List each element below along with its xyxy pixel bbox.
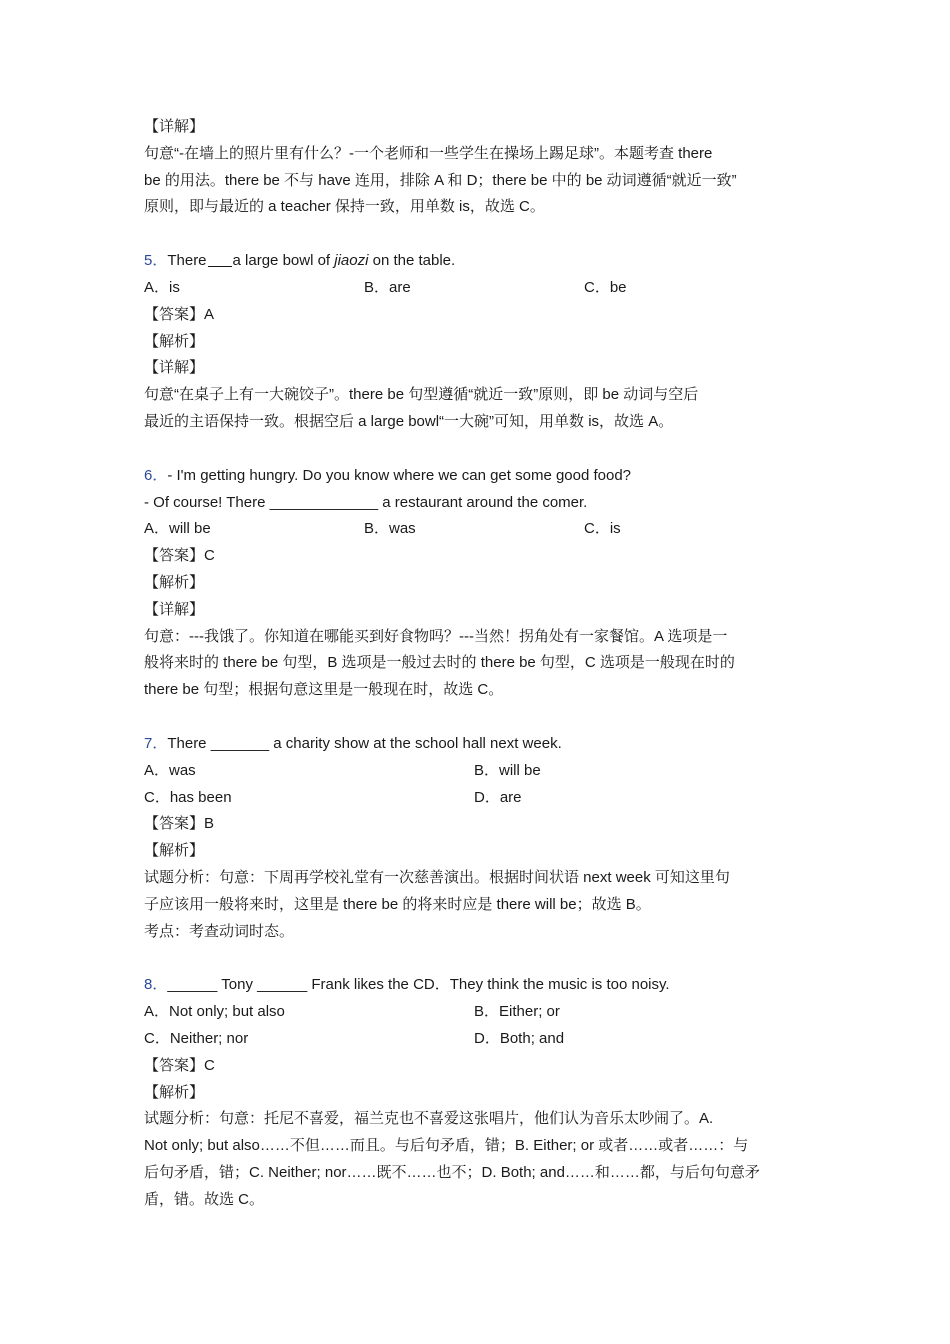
q8-detail-line: 盾，错。故选 C。 (144, 1190, 265, 1208)
q5-options (144, 275, 804, 302)
q7-detail-line: 子应该用一般将来时，这里是 there be 的将来时应是 there will be；故选 B。 (144, 895, 651, 913)
q5-detail-line: 最近的主语保持一致。根据空后 a large bowl“一大碗”可知，用单数 is，故选 A。 (144, 412, 674, 430)
q5-analysis-label: 【解析】 (144, 332, 205, 350)
answer-blank (208, 252, 232, 267)
q4-detail-line: be 的用法。there be 不与 have 连用，排除 A 和 D；there be 中的 be 动词遵循“就近一致” (144, 171, 737, 189)
q7-options-row2 (144, 785, 804, 812)
q7-option-b: B．will be (474, 761, 541, 779)
document-page (144, 114, 804, 1213)
q7-option-d: D．are (474, 788, 522, 806)
q5-stem-a: There (167, 252, 207, 270)
q8-detail-line: 后句矛盾，错；C. Neither; nor……既不……也不；D. Both; and……和……都，与后句句意矛 (144, 1163, 760, 1181)
q6-option-b: B．was (364, 520, 416, 538)
q6-stem-line1 (144, 463, 804, 490)
q5-option-c: C．be (584, 278, 627, 296)
spacer (144, 436, 804, 463)
q7-number: 7． (144, 734, 168, 752)
q7-option-a: A．was (144, 761, 196, 779)
spacer (144, 221, 804, 248)
q8-number: 8． (144, 976, 168, 994)
spacer (144, 945, 804, 972)
q5-stem-italic: jiaozi (334, 252, 369, 270)
q7-detail-line: 试题分析：句意：下周再学校礼堂有一次慈善演出。根据时间状语 next week 可知这里句 (144, 868, 730, 886)
q5-stem (144, 248, 804, 275)
q8-options-row2 (144, 1026, 804, 1053)
q4-detail-line: 句意“-在墙上的照片里有什么？-一个老师和一些学生在操场上踢足球”。本题考查 there (144, 144, 713, 162)
q4-detail-line: 原则，即与最近的 a teacher 保持一致，用单数 is，故选 C。 (144, 198, 545, 216)
q7-stem-text: There _______ a charity show at the school hall next week. (167, 734, 562, 752)
q8-stem-text: ______ Tony ______ Frank likes the CD．They think the music is too noisy. (167, 976, 670, 994)
q6-answer: 【答案】C (144, 547, 215, 565)
q6-stem-line2: - Of course! There _____________ a restaurant around the comer. (144, 493, 588, 511)
q8-option-d: D．Both; and (474, 1029, 565, 1047)
q6-detail-line: 般将来时的 there be 句型，B 选项是一般过去时的 there be 句型，C 选项是一般现在时的 (144, 654, 735, 672)
q6-detail-line: there be 句型；根据句意这里是一般现在时，故选 C。 (144, 681, 504, 699)
q4-detail-label: 【详解】 (144, 118, 205, 135)
q7-detail-line: 考点：考查动词时态。 (144, 922, 295, 940)
q6-detail-line: 句意：---我饿了。你知道在哪能买到好食物吗？---当然！拐角处有一家餐馆。A 选项是一 (144, 627, 728, 645)
q6-options (144, 516, 804, 543)
spacer (144, 704, 804, 731)
q6-detail-label: 【详解】 (144, 600, 205, 618)
q5-answer: 【答案】A (144, 305, 215, 323)
q5-number: 5． (144, 252, 168, 270)
q6-option-c: C．is (584, 520, 621, 538)
q7-option-c: C．has been (144, 788, 232, 806)
q5-option-b: B．are (364, 278, 411, 296)
q5-detail-line: 句意“在桌子上有一大碗饺子”。there be 句型遵循“就近一致”原则，即 be 动词与空后 (144, 386, 699, 404)
q7-analysis-label: 【解析】 (144, 842, 205, 860)
q5-stem-c: on the table. (368, 252, 456, 270)
q7-answer: 【答案】B (144, 815, 215, 833)
q5-option-a: A．is (144, 278, 180, 296)
q8-stem (144, 972, 804, 999)
q8-detail-line: Not only; but also……不但……而且。与后句矛盾，错；B. Either; or 或者……或者……：与 (144, 1137, 749, 1155)
q7-options-row1 (144, 758, 804, 785)
q8-options-row1 (144, 999, 804, 1026)
q8-answer: 【答案】C (144, 1056, 215, 1074)
q5-detail-label: 【详解】 (144, 359, 205, 377)
q7-stem (144, 731, 804, 758)
q8-analysis-label: 【解析】 (144, 1083, 205, 1101)
q8-detail-line: 试题分析：句意：托尼不喜爱，福兰克也不喜爱这张唱片，他们认为音乐太吵闹了。A. (144, 1110, 714, 1128)
q6-option-a: A．will be (144, 520, 211, 538)
q8-option-a: A．Not only; but also (144, 1003, 285, 1021)
q6-stem-text: - I'm getting hungry. Do you know where we can get some good food? (167, 466, 632, 484)
q5-stem-b: a large bowl of (232, 252, 335, 270)
q8-option-c: C．Neither; nor (144, 1029, 249, 1047)
q8-option-b: B．Either; or (474, 1003, 560, 1021)
q6-number: 6． (144, 466, 168, 484)
q6-analysis-label: 【解析】 (144, 573, 205, 591)
